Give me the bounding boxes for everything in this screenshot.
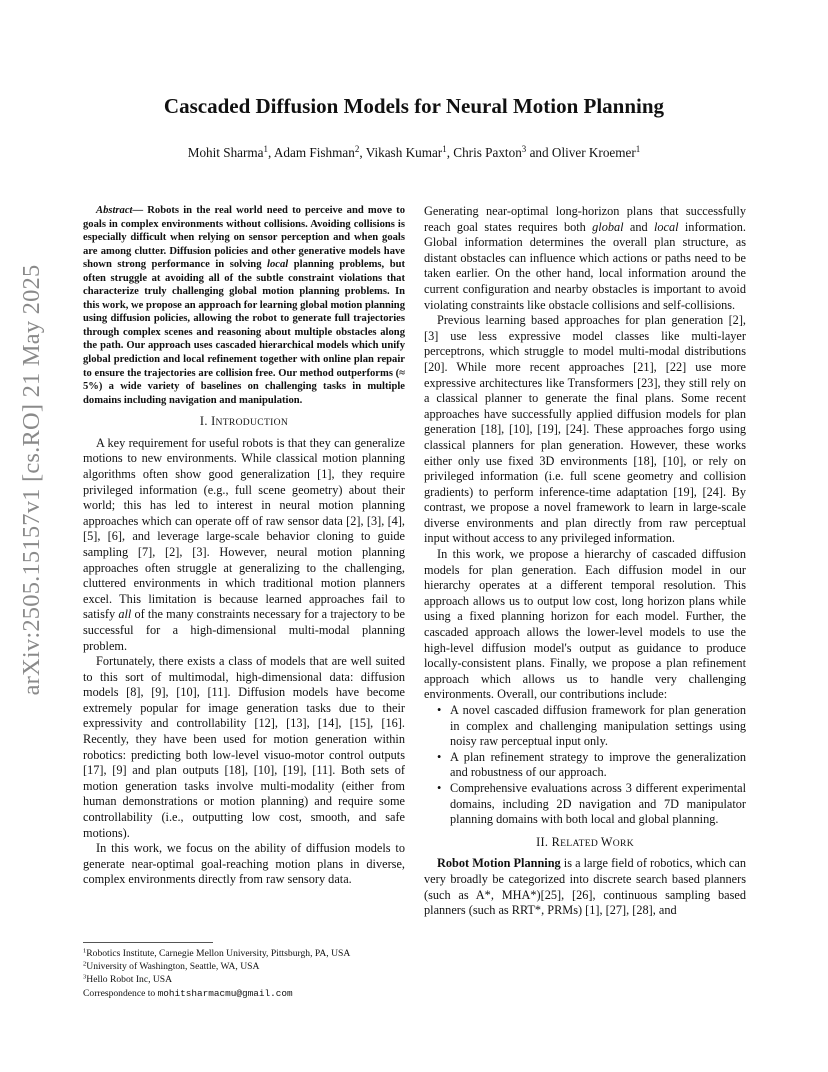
abstract-label: Abstract bbox=[96, 205, 133, 216]
affiliation-mark: 1 bbox=[263, 144, 269, 155]
section-number: II. bbox=[536, 834, 552, 849]
section-smallcaps: ELATED bbox=[560, 837, 601, 849]
footnote-mark: 2 bbox=[83, 960, 87, 968]
paragraph-text: information. Global information determines the overall plan structure, as distant obstacles can influence which actions or paths need to be taken earlier. On the other hand, local information around the current configuration and nearby obstacles is important to avoid violating constraints like obstacle collisions and self-collisions. bbox=[424, 219, 747, 312]
abstract-emphasis: local bbox=[267, 259, 289, 271]
paper-title: Cascaded Diffusion Models for Neural Motion Planning bbox=[163, 94, 665, 118]
right-column bbox=[424, 204, 746, 919]
section-initial: R bbox=[551, 834, 561, 849]
author: Mohit Sharma bbox=[187, 145, 264, 160]
section-heading-introduction bbox=[83, 414, 405, 431]
paragraph-text: of the many constraints necessary for a trajectory to be successful for a high-dimensional multi-modal planning problem. bbox=[83, 607, 405, 653]
footnote-mark: 1 bbox=[83, 947, 87, 955]
author: Vikash Kumar bbox=[365, 145, 443, 160]
section-smallcaps: ORK bbox=[612, 837, 634, 849]
correspondence-email[interactable]: mohitsharmacmu@gmail.com bbox=[157, 987, 293, 999]
footnote-correspondence bbox=[83, 987, 405, 1000]
paragraph-text: Generating near-optimal long-horizon plans that successfully reach goal states requires both bbox=[424, 204, 746, 234]
intro-paragraph: In this work, we focus on the ability of diffusion models to generate near-optimal goal-reaching motion plans in diverse, complex environments directly from raw sensory data. bbox=[83, 841, 405, 887]
intro-paragraph: Fortunately, there exists a class of models that are well suited to this sort of multimodal, high-dimensional data: diffusion models [8], [9], [10], [11]. Diffusion models have become extremely popular for image generation tasks due to their expressivity and controllability [12], [13], [14], [15], [16]. Recently, they have been used for motion generation within robotics: predicting both low-level visuo-motor control outputs [17], [9] and plan outputs [18], [10], [19], [11]. Both sets of motion generation tasks involve multi-modality (either from human demonstrations or motion planning) and require some controllability (i.e., outputting low cost, smooth, and safe motions). bbox=[83, 654, 405, 840]
footnote-rule bbox=[83, 942, 213, 943]
section-smallcaps: NTRODUCTION bbox=[215, 417, 289, 429]
body-paragraph bbox=[424, 204, 746, 313]
footnote bbox=[83, 973, 405, 986]
author: Oliver Kroemer bbox=[551, 145, 636, 160]
author-separator: , bbox=[268, 145, 274, 160]
footnote-text: Hello Robot Inc, USA bbox=[86, 974, 173, 986]
footnote bbox=[83, 960, 405, 973]
abstract bbox=[83, 204, 405, 407]
affiliation-mark: 1 bbox=[635, 144, 641, 155]
footnote bbox=[83, 947, 405, 960]
section-number: I. bbox=[199, 414, 212, 429]
list-item: • A novel cascaded diffusion framework for plan generation in complex and challenging manipulation settings using noisy raw perceptual input only. bbox=[450, 703, 746, 750]
paragraph-text: is a large field of robotics, which can very broadly be categorized into discrete search based planners (such as A*, MHA*)[25], [26], continuous sampling based planners (such as RRT*, PRMs) [1], [27], [28], and bbox=[424, 856, 746, 918]
author: Chris Paxton bbox=[453, 145, 522, 160]
paragraph-emphasis: global bbox=[592, 219, 624, 234]
author-list bbox=[80, 145, 748, 161]
author-separator: and bbox=[526, 145, 552, 160]
affiliation-mark: 2 bbox=[354, 144, 360, 155]
footnote-mark: 3 bbox=[83, 973, 87, 981]
correspondence-label: Correspondence to bbox=[83, 987, 158, 999]
list-item: • Comprehensive evaluations across 3 different experimental domains, including 2D navigation and 7D manipulator planning domains with both local and global planning. bbox=[450, 781, 746, 828]
paragraph-run-in-heading: Robot Motion Planning bbox=[437, 856, 561, 871]
intro-paragraph bbox=[83, 436, 405, 654]
section-heading-related-work bbox=[424, 835, 746, 852]
affiliation-mark: 3 bbox=[521, 144, 527, 155]
contributions-list bbox=[424, 703, 746, 828]
author: Adam Fishman bbox=[273, 145, 355, 160]
related-work-paragraph bbox=[424, 856, 746, 918]
author-separator: , bbox=[446, 145, 454, 160]
affiliation-mark: 1 bbox=[442, 144, 447, 155]
footnote-text: University of Washington, Seattle, WA, USA bbox=[86, 961, 260, 973]
section-initial: I bbox=[211, 414, 216, 429]
paragraph-text: A key requirement for useful robots is that they can generalize motions to new environments. While classical motion planning algorithms often show good generalization [1], they require privileged information (e.g., full scene geometry) about their world; this has led to interest in neural motion planning approaches which can operate off of raw sensor data [2], [3], [4], [5], [6], and leverage large-scale behavior cloning to guide sampling [7], [2], [3]. However, neural motion planning approaches often struggle at generalizing to the challenging, cluttered environments in which traditional motion planners excel. This limitation is because learned approaches fail to satisfy bbox=[83, 435, 405, 622]
paragraph-text: and bbox=[623, 219, 654, 234]
footnote-text: Robotics Institute, Carnegie Mellon University, Pittsburgh, PA, USA bbox=[86, 948, 351, 959]
author-separator: , bbox=[359, 145, 366, 160]
left-column bbox=[83, 204, 405, 888]
body-paragraph: In this work, we propose a hierarchy of cascaded diffusion models for plan generation. Each diffusion model in our hierarchy operates at a different temporal resolution. This approach allows us to output low cost, long horizon plans while using a fixed planning horizon for each model. Further, the cascaded approach allows the lower-level models to use the high-level diffusion model's output as guidance to produce locally-consistent plans. Finally, we propose a plan refinement approach which allows us to handle very challenging environments. Overall, our contributions include: bbox=[424, 547, 746, 702]
abstract-text: Robots in the real world need to perceive and move to goals in complex environments without collisions. Avoiding collisions is especially difficult when relying on sensor perception and when goals are among clutter. Diffusion policies and other generative models have shown strong performance in solving bbox=[83, 205, 406, 271]
arxiv-sidebar-stamp bbox=[12, 264, 52, 696]
section-initial: W bbox=[600, 834, 613, 849]
list-item: • A plan refinement strategy to improve the generalization and robustness of our approach. bbox=[450, 750, 746, 781]
paragraph-emphasis: local bbox=[653, 219, 679, 234]
footnotes bbox=[83, 942, 405, 1000]
abstract-text: planning problems, but often struggle at avoiding all of the subtle constraint violations that characterize truly challenging global motion planning problems. In this work, we propose an approach for learning global motion planning using diffusion policies, allowing the robot to generate full trajectories through complex scenes and reasoning about multiple obstacles along the path. Our approach uses cascaded hierarchical models which unify global prediction and local refinement together with online plan repair to ensure the trajectories are collision free. Our method outperforms (≈ 5%) a wide variety of baselines on challenging tasks in multiple domains including navigation and manipulation. bbox=[83, 259, 406, 406]
paragraph-emphasis: all bbox=[118, 607, 132, 622]
abstract-dash: — bbox=[132, 205, 148, 216]
arxiv-identifier: arXiv:2505.15157v1 [cs.RO] 21 May 2025 bbox=[18, 264, 45, 696]
body-paragraph: Previous learning based approaches for plan generation [2], [3] use less expressive model classes like multi-layer perceptrons, which struggle to model multi-modal distributions [20]. While more recent approaches [21], [22] use more expressive architectures like Transformers [23], they still rely on a classical planner to generate the final plans. Some recent approaches have successfully applied diffusion models for plan generation [18], [10], [19], [24]. These approaches forgo using classical planners for plan generation. However, these works either only use fixed 3D environments [18], [10], or rely on privileged information (i.e. full scene geometry and collision gradients) to perform inference-time adaptation [19], [24]. By contrast, we propose a novel framework to learn in large-scale diverse environments and plan directly from raw perceptual input without access to any privileged information. bbox=[424, 313, 746, 546]
